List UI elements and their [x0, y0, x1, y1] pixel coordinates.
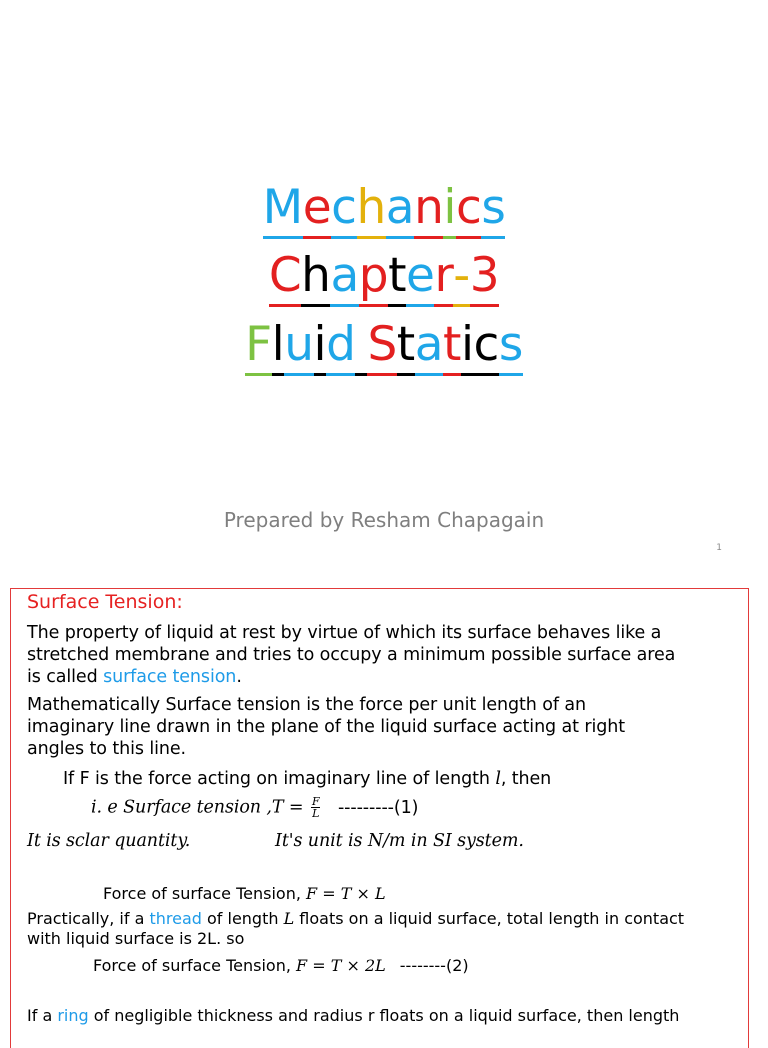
scalar-text: It is sclar quantity. — [27, 831, 191, 851]
force-formula: F = T × L — [306, 884, 386, 903]
title-char: u — [284, 317, 313, 376]
title-char: c — [474, 317, 499, 376]
para2-line2: imaginary line drawn in the plane of the liquid surface acting at right — [27, 717, 625, 737]
para2-line1: Mathematically Surface tension is the force per unit length of an — [27, 695, 586, 715]
title-char: i — [314, 317, 327, 376]
ring-line — [27, 1006, 679, 1025]
title-char: s — [481, 180, 505, 239]
length-variable: l — [495, 769, 501, 789]
practically-mid: of length — [201, 909, 284, 928]
ring-pre: If a — [27, 1006, 58, 1025]
force2-line — [93, 956, 469, 975]
if-f-line — [63, 768, 551, 790]
title-chapter — [0, 248, 768, 307]
prepared-by: Prepared by Resham Chapagain — [223, 508, 545, 532]
title-char — [355, 317, 367, 376]
practically-pre: Practically, if a — [27, 909, 150, 928]
title-char: n — [414, 180, 443, 239]
ring-post: of negligible thickness and radius r floats on a liquid surface, then length — [88, 1006, 680, 1025]
title-char: 3 — [470, 248, 499, 307]
surface-tension-highlight: surface tension — [103, 667, 237, 687]
para1-line3-pre: is called — [27, 667, 104, 687]
title-mechanics — [0, 180, 768, 239]
title-char: C — [269, 248, 301, 307]
title-char: d — [326, 317, 355, 376]
title-char: s — [499, 317, 523, 376]
if-f-post: , then — [500, 769, 552, 789]
title-char: - — [453, 248, 469, 307]
force-line — [103, 884, 386, 903]
title-fluid-statics — [0, 317, 768, 376]
title-char: h — [301, 248, 330, 307]
title-char: e — [406, 248, 434, 307]
title-char: t — [388, 248, 406, 307]
title-char: a — [415, 317, 443, 376]
surface-tension-formula — [91, 796, 418, 819]
title-char: i — [443, 180, 456, 239]
if-f-pre: If F is the force acting on imaginary line of length — [63, 769, 496, 789]
fraction-numerator: F — [311, 795, 320, 808]
slide-heading: Surface Tension: — [27, 591, 183, 613]
force2-label: Force of surface Tension, — [93, 956, 297, 975]
title-char: c — [456, 180, 481, 239]
title-char: c — [331, 180, 356, 239]
title-char: p — [359, 248, 388, 307]
title-char: S — [367, 317, 396, 376]
title-char: h — [357, 180, 386, 239]
with-liquid-line: with liquid surface is 2L. so — [27, 929, 245, 948]
title-char: i — [461, 317, 474, 376]
practically-line — [27, 909, 684, 928]
title-char: t — [443, 317, 461, 376]
page-number: 1 — [716, 543, 722, 553]
title-char: l — [272, 317, 285, 376]
para1-line3 — [27, 666, 242, 688]
title-char: t — [397, 317, 415, 376]
thread-highlight: thread — [149, 909, 202, 928]
practically-post: floats on a liquid surface, total length in contact — [294, 909, 685, 928]
title-char: a — [330, 248, 358, 307]
para2-line3: angles to this line. — [27, 739, 187, 759]
force2-formula: F = T × 2L — [296, 956, 386, 975]
length-l-variable: L — [283, 909, 295, 928]
title-char: F — [245, 317, 272, 376]
equation-1-tag: ---------(1) — [337, 797, 419, 818]
para1-line2: stretched membrane and tries to occupy a minimum possible surface area — [27, 645, 676, 665]
title-char: e — [303, 180, 331, 239]
fraction-f-over-l — [311, 796, 321, 819]
title-char: M — [263, 180, 303, 239]
force-label: Force of surface Tension, — [103, 884, 307, 903]
unit-text: It's unit is N/m in SI system. — [275, 831, 524, 851]
fraction-denominator: L — [312, 807, 320, 820]
title-char: r — [434, 248, 453, 307]
para1-line3-post: . — [236, 667, 242, 687]
equation-2-tag: --------(2) — [399, 956, 469, 975]
ring-highlight: ring — [57, 1006, 89, 1025]
para1-line1: The property of liquid at rest by virtue of which its surface behaves like a — [27, 623, 662, 643]
ie-math: i. e Surface tension ,T = — [91, 797, 304, 818]
surface-tension-slide — [10, 588, 749, 1048]
title-char: a — [386, 180, 414, 239]
